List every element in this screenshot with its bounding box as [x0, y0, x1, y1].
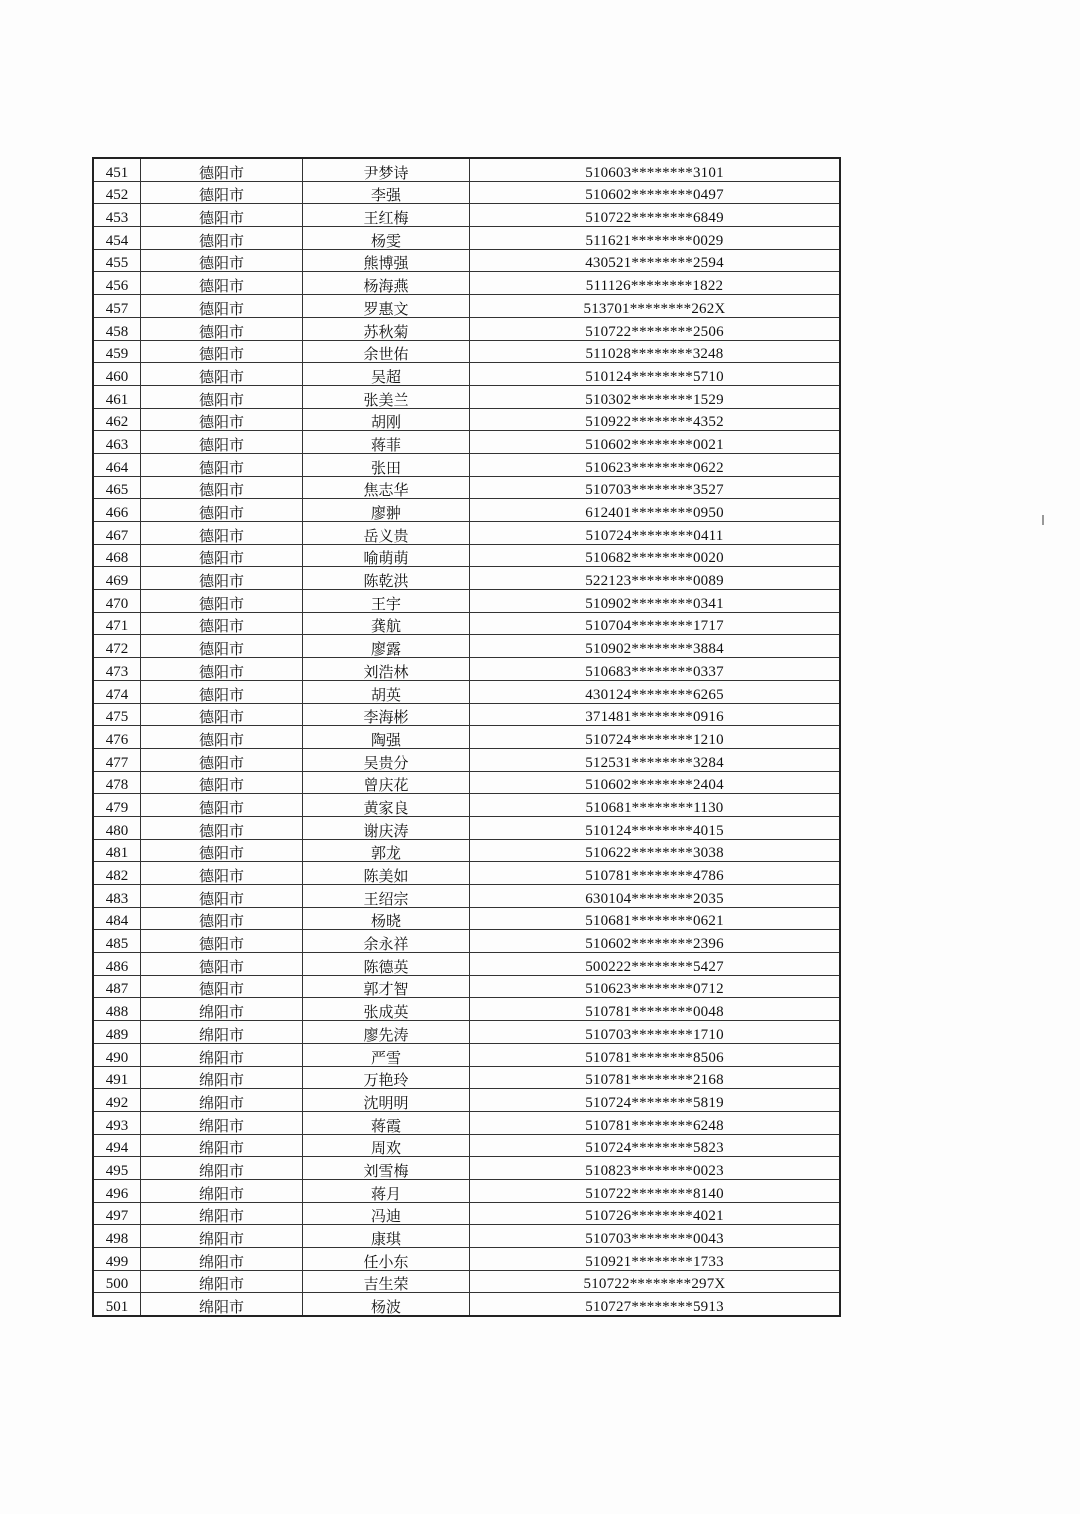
id-number-cell: 510724********5823 [470, 1134, 841, 1157]
table-row [93, 544, 840, 567]
table-row [93, 885, 840, 908]
name-cell: 吴贵分 [303, 748, 470, 771]
id-number-cell: 510823********0023 [470, 1157, 841, 1180]
city-cell: 绵阳市 [141, 1270, 303, 1293]
table-row [93, 590, 840, 613]
row-number-cell: 501 [93, 1293, 141, 1316]
city-cell: 德阳市 [141, 385, 303, 408]
name-cell: 冯迪 [303, 1202, 470, 1225]
name-cell: 张成英 [303, 998, 470, 1021]
row-number-cell: 482 [93, 862, 141, 885]
id-number-cell: 510302********1529 [470, 385, 841, 408]
id-number-cell: 510727********5913 [470, 1293, 841, 1316]
id-number-cell: 510722********297X [470, 1270, 841, 1293]
city-cell: 德阳市 [141, 975, 303, 998]
row-number-cell: 466 [93, 499, 141, 522]
name-cell: 陈乾洪 [303, 567, 470, 590]
row-number-cell: 480 [93, 816, 141, 839]
name-cell: 杨波 [303, 1293, 470, 1316]
city-cell: 德阳市 [141, 930, 303, 953]
row-number-cell: 457 [93, 295, 141, 318]
city-cell: 德阳市 [141, 771, 303, 794]
table-row [93, 1021, 840, 1044]
id-number-cell: 510781********6248 [470, 1111, 841, 1134]
id-number-cell: 510602********2404 [470, 771, 841, 794]
table-row [93, 907, 840, 930]
city-cell: 德阳市 [141, 499, 303, 522]
row-number-cell: 455 [93, 249, 141, 272]
id-number-cell: 510781********4786 [470, 862, 841, 885]
row-number-cell: 470 [93, 590, 141, 613]
row-number-cell: 451 [93, 158, 141, 181]
id-number-cell: 510602********0021 [470, 431, 841, 454]
id-number-cell: 510902********0341 [470, 590, 841, 613]
table-row [93, 363, 840, 386]
name-cell: 廖翀 [303, 499, 470, 522]
table-row [93, 317, 840, 340]
row-number-cell: 458 [93, 317, 141, 340]
id-number-cell: 510622********3038 [470, 839, 841, 862]
city-cell: 德阳市 [141, 476, 303, 499]
table-row [93, 158, 840, 181]
name-cell: 余世佑 [303, 340, 470, 363]
table-row [93, 272, 840, 295]
city-cell: 德阳市 [141, 748, 303, 771]
table-row [93, 1225, 840, 1248]
table-row [93, 499, 840, 522]
name-cell: 蒋月 [303, 1179, 470, 1202]
row-number-cell: 461 [93, 385, 141, 408]
id-number-cell: 510703********0043 [470, 1225, 841, 1248]
city-cell: 德阳市 [141, 590, 303, 613]
table-row [93, 612, 840, 635]
city-cell: 绵阳市 [141, 1202, 303, 1225]
table-row [93, 1248, 840, 1271]
table-row [93, 1202, 840, 1225]
name-cell: 郭才智 [303, 975, 470, 998]
name-cell: 胡刚 [303, 408, 470, 431]
table-row [93, 975, 840, 998]
city-cell: 德阳市 [141, 204, 303, 227]
table-row [93, 476, 840, 499]
row-number-cell: 493 [93, 1111, 141, 1134]
id-number-cell: 510781********8506 [470, 1043, 841, 1066]
city-cell: 德阳市 [141, 658, 303, 681]
id-number-cell: 430124********6265 [470, 680, 841, 703]
id-number-cell: 371481********0916 [470, 703, 841, 726]
city-cell: 绵阳市 [141, 1134, 303, 1157]
city-cell: 德阳市 [141, 363, 303, 386]
row-number-cell: 471 [93, 612, 141, 635]
city-cell: 德阳市 [141, 703, 303, 726]
id-number-cell: 612401********0950 [470, 499, 841, 522]
city-cell: 德阳市 [141, 522, 303, 545]
name-cell: 谢庆涛 [303, 816, 470, 839]
name-cell: 杨雯 [303, 227, 470, 250]
city-cell: 绵阳市 [141, 1043, 303, 1066]
table-row [93, 635, 840, 658]
row-number-cell: 500 [93, 1270, 141, 1293]
row-number-cell: 462 [93, 408, 141, 431]
name-cell: 曾庆花 [303, 771, 470, 794]
name-cell: 任小东 [303, 1248, 470, 1271]
table-row [93, 748, 840, 771]
row-number-cell: 481 [93, 839, 141, 862]
id-number-cell: 510681********1130 [470, 794, 841, 817]
table-row [93, 703, 840, 726]
table-row [93, 431, 840, 454]
name-cell: 廖露 [303, 635, 470, 658]
id-number-cell: 510722********2506 [470, 317, 841, 340]
row-number-cell: 494 [93, 1134, 141, 1157]
table-row [93, 522, 840, 545]
name-cell: 吴超 [303, 363, 470, 386]
table-row [93, 453, 840, 476]
name-cell: 李海彬 [303, 703, 470, 726]
table-row [93, 771, 840, 794]
table-row [93, 998, 840, 1021]
name-cell: 李强 [303, 181, 470, 204]
name-cell: 张田 [303, 453, 470, 476]
name-cell: 蒋菲 [303, 431, 470, 454]
city-cell: 绵阳市 [141, 1111, 303, 1134]
row-number-cell: 483 [93, 885, 141, 908]
name-cell: 黄家良 [303, 794, 470, 817]
name-cell: 王红梅 [303, 204, 470, 227]
city-cell: 德阳市 [141, 885, 303, 908]
row-number-cell: 469 [93, 567, 141, 590]
name-cell: 喻萌萌 [303, 544, 470, 567]
row-number-cell: 490 [93, 1043, 141, 1066]
row-number-cell: 477 [93, 748, 141, 771]
id-number-cell: 510902********3884 [470, 635, 841, 658]
name-cell: 熊博强 [303, 249, 470, 272]
id-number-cell: 512531********3284 [470, 748, 841, 771]
city-cell: 绵阳市 [141, 998, 303, 1021]
city-cell: 德阳市 [141, 907, 303, 930]
city-cell: 绵阳市 [141, 1248, 303, 1271]
city-cell: 德阳市 [141, 272, 303, 295]
name-cell: 杨晓 [303, 907, 470, 930]
row-number-cell: 498 [93, 1225, 141, 1248]
id-number-cell: 511621********0029 [470, 227, 841, 250]
name-cell: 杨海燕 [303, 272, 470, 295]
id-number-cell: 513701********262X [470, 295, 841, 318]
name-cell: 陈美如 [303, 862, 470, 885]
name-cell: 康琪 [303, 1225, 470, 1248]
table-row [93, 1179, 840, 1202]
table-row [93, 204, 840, 227]
id-number-cell: 500222********5427 [470, 953, 841, 976]
id-number-cell: 510724********5819 [470, 1089, 841, 1112]
city-cell: 德阳市 [141, 862, 303, 885]
name-cell: 刘雪梅 [303, 1157, 470, 1180]
id-number-cell: 510703********1710 [470, 1021, 841, 1044]
row-number-cell: 487 [93, 975, 141, 998]
row-number-cell: 479 [93, 794, 141, 817]
name-cell: 严雪 [303, 1043, 470, 1066]
name-cell: 陶强 [303, 726, 470, 749]
id-number-cell: 510724********1210 [470, 726, 841, 749]
table-row [93, 680, 840, 703]
id-number-cell: 510722********8140 [470, 1179, 841, 1202]
name-cell: 万艳玲 [303, 1066, 470, 1089]
name-cell: 廖先涛 [303, 1021, 470, 1044]
name-cell: 尹梦诗 [303, 158, 470, 181]
id-number-cell: 510781********0048 [470, 998, 841, 1021]
city-cell: 德阳市 [141, 612, 303, 635]
city-cell: 德阳市 [141, 158, 303, 181]
name-cell: 罗惠文 [303, 295, 470, 318]
id-number-cell: 511126********1822 [470, 272, 841, 295]
name-cell: 王宇 [303, 590, 470, 613]
id-number-cell: 510781********2168 [470, 1066, 841, 1089]
row-number-cell: 474 [93, 680, 141, 703]
city-cell: 德阳市 [141, 249, 303, 272]
row-number-cell: 454 [93, 227, 141, 250]
name-cell: 蒋霞 [303, 1111, 470, 1134]
id-number-cell: 510922********4352 [470, 408, 841, 431]
id-number-cell: 510681********0621 [470, 907, 841, 930]
table-row [93, 1089, 840, 1112]
name-cell: 周欢 [303, 1134, 470, 1157]
name-cell: 陈德英 [303, 953, 470, 976]
table-row [93, 408, 840, 431]
name-cell: 刘浩林 [303, 658, 470, 681]
table-row [93, 1111, 840, 1134]
city-cell: 德阳市 [141, 227, 303, 250]
id-number-cell: 522123********0089 [470, 567, 841, 590]
city-cell: 绵阳市 [141, 1293, 303, 1316]
city-cell: 绵阳市 [141, 1089, 303, 1112]
id-number-cell: 630104********2035 [470, 885, 841, 908]
row-number-cell: 496 [93, 1179, 141, 1202]
city-cell: 德阳市 [141, 567, 303, 590]
city-cell: 绵阳市 [141, 1066, 303, 1089]
name-cell: 张美兰 [303, 385, 470, 408]
table-row [93, 1043, 840, 1066]
city-cell: 德阳市 [141, 317, 303, 340]
row-number-cell: 463 [93, 431, 141, 454]
row-number-cell: 495 [93, 1157, 141, 1180]
row-number-cell: 456 [93, 272, 141, 295]
row-number-cell: 486 [93, 953, 141, 976]
city-cell: 德阳市 [141, 635, 303, 658]
city-cell: 德阳市 [141, 295, 303, 318]
table-row [93, 862, 840, 885]
table-row [93, 1134, 840, 1157]
name-cell: 胡英 [303, 680, 470, 703]
row-number-cell: 476 [93, 726, 141, 749]
city-cell: 德阳市 [141, 453, 303, 476]
row-number-cell: 472 [93, 635, 141, 658]
name-cell: 余永祥 [303, 930, 470, 953]
city-cell: 德阳市 [141, 816, 303, 839]
table-row [93, 295, 840, 318]
table-row [93, 181, 840, 204]
id-number-cell: 510703********3527 [470, 476, 841, 499]
row-number-cell: 484 [93, 907, 141, 930]
row-number-cell: 465 [93, 476, 141, 499]
name-cell: 苏秋菊 [303, 317, 470, 340]
table-row [93, 794, 840, 817]
city-cell: 绵阳市 [141, 1179, 303, 1202]
id-number-cell: 510704********1717 [470, 612, 841, 635]
table-row [93, 340, 840, 363]
name-cell: 焦志华 [303, 476, 470, 499]
table-row [93, 1270, 840, 1293]
table-row [93, 1157, 840, 1180]
row-number-cell: 492 [93, 1089, 141, 1112]
id-number-cell: 510682********0020 [470, 544, 841, 567]
row-number-cell: 488 [93, 998, 141, 1021]
table-row [93, 930, 840, 953]
city-cell: 绵阳市 [141, 1157, 303, 1180]
name-cell: 吉生荣 [303, 1270, 470, 1293]
city-cell: 德阳市 [141, 726, 303, 749]
city-cell: 绵阳市 [141, 1021, 303, 1044]
city-cell: 绵阳市 [141, 1225, 303, 1248]
table-row [93, 953, 840, 976]
name-cell: 王绍宗 [303, 885, 470, 908]
id-number-cell: 511028********3248 [470, 340, 841, 363]
id-number-cell: 510602********2396 [470, 930, 841, 953]
id-number-cell: 510724********0411 [470, 522, 841, 545]
table-row [93, 1066, 840, 1089]
name-cell: 岳义贵 [303, 522, 470, 545]
row-number-cell: 473 [93, 658, 141, 681]
table-row [93, 227, 840, 250]
city-cell: 德阳市 [141, 340, 303, 363]
row-number-cell: 460 [93, 363, 141, 386]
row-number-cell: 478 [93, 771, 141, 794]
roster-table-body [93, 158, 840, 1316]
row-number-cell: 485 [93, 930, 141, 953]
row-number-cell: 467 [93, 522, 141, 545]
id-number-cell: 510722********6849 [470, 204, 841, 227]
id-number-cell: 510683********0337 [470, 658, 841, 681]
table-row [93, 658, 840, 681]
table-row [93, 816, 840, 839]
id-number-cell: 430521********2594 [470, 249, 841, 272]
id-number-cell: 510921********1733 [470, 1248, 841, 1271]
table-row [93, 839, 840, 862]
table-row [93, 249, 840, 272]
row-number-cell: 453 [93, 204, 141, 227]
row-number-cell: 497 [93, 1202, 141, 1225]
city-cell: 德阳市 [141, 408, 303, 431]
table-row [93, 567, 840, 590]
row-number-cell: 475 [93, 703, 141, 726]
city-cell: 德阳市 [141, 680, 303, 703]
city-cell: 德阳市 [141, 431, 303, 454]
id-number-cell: 510623********0712 [470, 975, 841, 998]
roster-table [92, 157, 841, 1317]
name-cell: 沈明明 [303, 1089, 470, 1112]
scan-mark [1042, 515, 1044, 525]
row-number-cell: 464 [93, 453, 141, 476]
row-number-cell: 491 [93, 1066, 141, 1089]
id-number-cell: 510726********4021 [470, 1202, 841, 1225]
name-cell: 郭龙 [303, 839, 470, 862]
row-number-cell: 489 [93, 1021, 141, 1044]
id-number-cell: 510623********0622 [470, 453, 841, 476]
row-number-cell: 459 [93, 340, 141, 363]
city-cell: 德阳市 [141, 794, 303, 817]
city-cell: 德阳市 [141, 839, 303, 862]
city-cell: 德阳市 [141, 181, 303, 204]
city-cell: 德阳市 [141, 953, 303, 976]
row-number-cell: 468 [93, 544, 141, 567]
table-row [93, 726, 840, 749]
name-cell: 龚航 [303, 612, 470, 635]
id-number-cell: 510602********0497 [470, 181, 841, 204]
id-number-cell: 510124********5710 [470, 363, 841, 386]
row-number-cell: 452 [93, 181, 141, 204]
id-number-cell: 510124********4015 [470, 816, 841, 839]
city-cell: 德阳市 [141, 544, 303, 567]
row-number-cell: 499 [93, 1248, 141, 1271]
id-number-cell: 510603********3101 [470, 158, 841, 181]
table-row [93, 1293, 840, 1316]
table-row [93, 385, 840, 408]
